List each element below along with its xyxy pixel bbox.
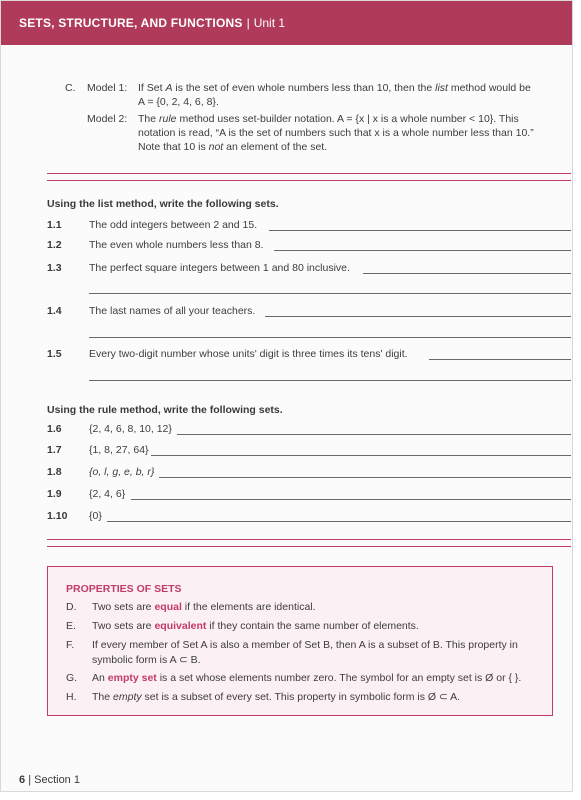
answer-line-1-5b[interactable] xyxy=(89,380,571,381)
divider-bottom-2 xyxy=(47,546,571,547)
model1-line2: A = {0, 2, 4, 6, 8}. xyxy=(138,96,219,108)
page-header xyxy=(1,1,572,45)
answer-line-1-4b[interactable] xyxy=(89,337,571,338)
answer-line-1-3a[interactable] xyxy=(363,273,571,274)
model2-line2: notation is read, “A is the set of numbers such that x is a whole number less than 10.” xyxy=(138,127,534,139)
answer-line-1-10[interactable] xyxy=(107,521,571,522)
header-separator: | xyxy=(246,16,250,30)
question-text: The last names of all your teachers. xyxy=(89,305,256,317)
model1-line1: If Set A is the set of even whole numbers less than 10, then the list method would be xyxy=(138,82,531,94)
answer-line-1-2[interactable] xyxy=(274,250,571,251)
question-text: The odd integers between 2 and 15. xyxy=(89,219,258,231)
property-letter: F. xyxy=(66,639,75,651)
model2-label: Model 2: xyxy=(87,113,128,125)
property-f-line1: If every member of Set A is also a member of Set B, then A is a subset of B. This property in xyxy=(92,639,518,651)
property-h-text: The empty set is a subset of every set. This property in symbolic form is Ø ⊂ A. xyxy=(92,691,461,703)
answer-line-1-6[interactable] xyxy=(177,434,571,435)
question-number: 1.8 xyxy=(47,466,62,478)
divider-top-1 xyxy=(47,173,571,174)
question-number: 1.9 xyxy=(47,488,62,500)
property-g-text: An empty set is a set whose elements number zero. The symbol for an empty set is Ø or { }. xyxy=(92,672,522,684)
model2-line3: Note that 10 is not an element of the set. xyxy=(138,141,328,153)
header-unit: Unit 1 xyxy=(253,16,286,30)
divider-bottom-1 xyxy=(47,539,571,540)
model-c-letter: C. xyxy=(65,82,76,94)
question-text: Every two-digit number whose units' digit is three times its tens' digit. xyxy=(89,348,408,360)
property-letter: E. xyxy=(66,620,76,632)
property-d-text: Two sets are equal if the elements are identical. xyxy=(92,601,316,613)
question-number: 1.10 xyxy=(47,510,68,522)
answer-line-1-1[interactable] xyxy=(269,230,571,231)
model2-line1: The rule method uses set-builder notation. A = {x | x is a whole number < 10}. This xyxy=(138,113,519,125)
divider-top-2 xyxy=(47,180,571,181)
question-text: The perfect square integers between 1 and 80 inclusive. xyxy=(89,262,350,274)
question-text: {o, l, g, e, b, r} xyxy=(89,466,155,478)
question-text: The even whole numbers less than 8. xyxy=(89,239,264,251)
answer-line-1-5a[interactable] xyxy=(429,359,571,360)
page-number: 6 xyxy=(19,774,26,786)
rule-section-heading: Using the rule method, write the following sets. xyxy=(47,404,283,416)
property-e-text: Two sets are equivalent if they contain the same number of elements. xyxy=(92,620,419,632)
question-text: {2, 4, 6, 8, 10, 12} xyxy=(89,423,172,435)
question-number: 1.6 xyxy=(47,423,62,435)
header-title: SETS, STRUCTURE, AND FUNCTIONS xyxy=(19,16,243,30)
answer-line-1-8[interactable] xyxy=(159,477,571,478)
answer-line-1-7[interactable] xyxy=(151,455,571,456)
model1-label: Model 1: xyxy=(87,82,128,94)
list-section-heading: Using the list method, write the following sets. xyxy=(47,198,279,210)
question-number: 1.3 xyxy=(47,262,62,274)
question-number: 1.1 xyxy=(47,219,62,231)
properties-box xyxy=(47,566,553,716)
question-text: {2, 4, 6} xyxy=(89,488,126,500)
question-number: 1.2 xyxy=(47,239,62,251)
property-f-line2: symbolic form is A ⊂ B. xyxy=(92,654,201,666)
question-text: {1, 8, 27, 64} xyxy=(89,444,149,456)
property-letter: D. xyxy=(66,601,77,613)
answer-line-1-3b[interactable] xyxy=(89,293,571,294)
property-letter: H. xyxy=(66,691,77,703)
question-number: 1.7 xyxy=(47,444,62,456)
question-number: 1.4 xyxy=(47,305,62,317)
page-footer xyxy=(19,774,80,786)
property-letter: G. xyxy=(66,672,78,684)
properties-title: PROPERTIES OF SETS xyxy=(66,583,182,595)
answer-line-1-9[interactable] xyxy=(131,499,571,500)
footer-separator: | xyxy=(28,774,32,786)
question-number: 1.5 xyxy=(47,348,62,360)
footer-section: Section 1 xyxy=(34,774,80,786)
question-text: {0} xyxy=(89,510,102,522)
answer-line-1-4a[interactable] xyxy=(265,316,571,317)
